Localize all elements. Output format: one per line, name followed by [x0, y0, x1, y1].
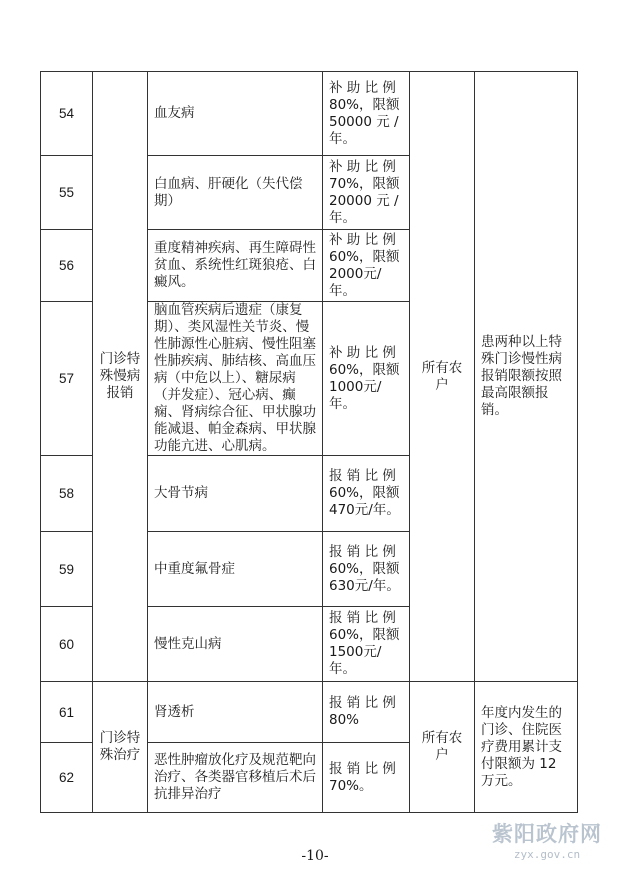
- row-number: 55: [41, 156, 93, 230]
- amount-cell: 补 助 比 例60%，限额2000元/年。: [323, 230, 410, 302]
- subsidy-table: [40, 71, 578, 813]
- row-number: 54: [41, 72, 93, 156]
- amount-cell: 补 助 比 例70%，限额20000 元 /年。: [323, 156, 410, 230]
- disease-cell: 白血病、肝硬化（失代偿期）: [148, 156, 323, 230]
- table-row: [41, 682, 578, 743]
- watermark-url: zyx.gov.cn: [513, 848, 581, 861]
- disease-cell: 大骨节病: [148, 456, 323, 532]
- disease-cell: 脑血管疾病后遗症（康复期）、类风湿性关节炎、慢性肺源性心脏病、慢性阻塞性肺疾病、肺结核、高血压病（中危以上）、糖尿病（并发症）、冠心病、癫痫、肾病综合征、甲状腺功能减退、帕金森病、甲状腺功能亢进、心肌病。: [148, 302, 323, 456]
- disease-cell: 恶性肿瘤放化疗及规范靶向治疗、各类器官移植后术后抗排异治疗: [148, 743, 323, 813]
- disease-cell: 重度精神疾病、再生障碍性贫血、系统性红斑狼疮、白癜风。: [148, 230, 323, 302]
- disease-cell: 慢性克山病: [148, 607, 323, 682]
- amount-cell: 补 助 比 例60%，限额1000元/年。: [323, 302, 410, 456]
- row-number: 61: [41, 682, 93, 743]
- amount-cell: 报 销 比 例60%，限额630元/年。: [323, 532, 410, 607]
- row-number: 56: [41, 230, 93, 302]
- disease-cell: 血友病: [148, 72, 323, 156]
- scope-cell: 所有农户: [410, 682, 475, 813]
- row-number: 58: [41, 456, 93, 532]
- row-number: 59: [41, 532, 93, 607]
- amount-cell: 报 销 比 例60%，限额470元/年。: [323, 456, 410, 532]
- disease-cell: 中重度氟骨症: [148, 532, 323, 607]
- row-number: 57: [41, 302, 93, 456]
- table-row: [41, 72, 578, 156]
- note-cell: 患两种以上特殊门诊慢性病报销限额按照最高限额报销。: [475, 72, 578, 682]
- amount-cell: 报 销 比 例80%: [323, 682, 410, 743]
- page-number: -10-: [301, 848, 329, 864]
- amount-cell: 补 助 比 例80%，限额50000 元 /年。: [323, 72, 410, 156]
- category-cell: 门诊特殊慢病报销: [93, 72, 148, 682]
- watermark-name: 紫阳政府网: [492, 822, 602, 846]
- amount-cell: 报 销 比 例70%。: [323, 743, 410, 813]
- disease-cell: 肾透析: [148, 682, 323, 743]
- category-cell: 门诊特殊治疗: [93, 682, 148, 813]
- note-cell: 年度内发生的门诊、住院医疗费用累计支付限额为 12 万元。: [475, 682, 578, 813]
- row-number: 60: [41, 607, 93, 682]
- amount-cell: 报 销 比 例60%，限额1500元/年。: [323, 607, 410, 682]
- row-number: 62: [41, 743, 93, 813]
- scope-cell: 所有农户: [410, 72, 475, 682]
